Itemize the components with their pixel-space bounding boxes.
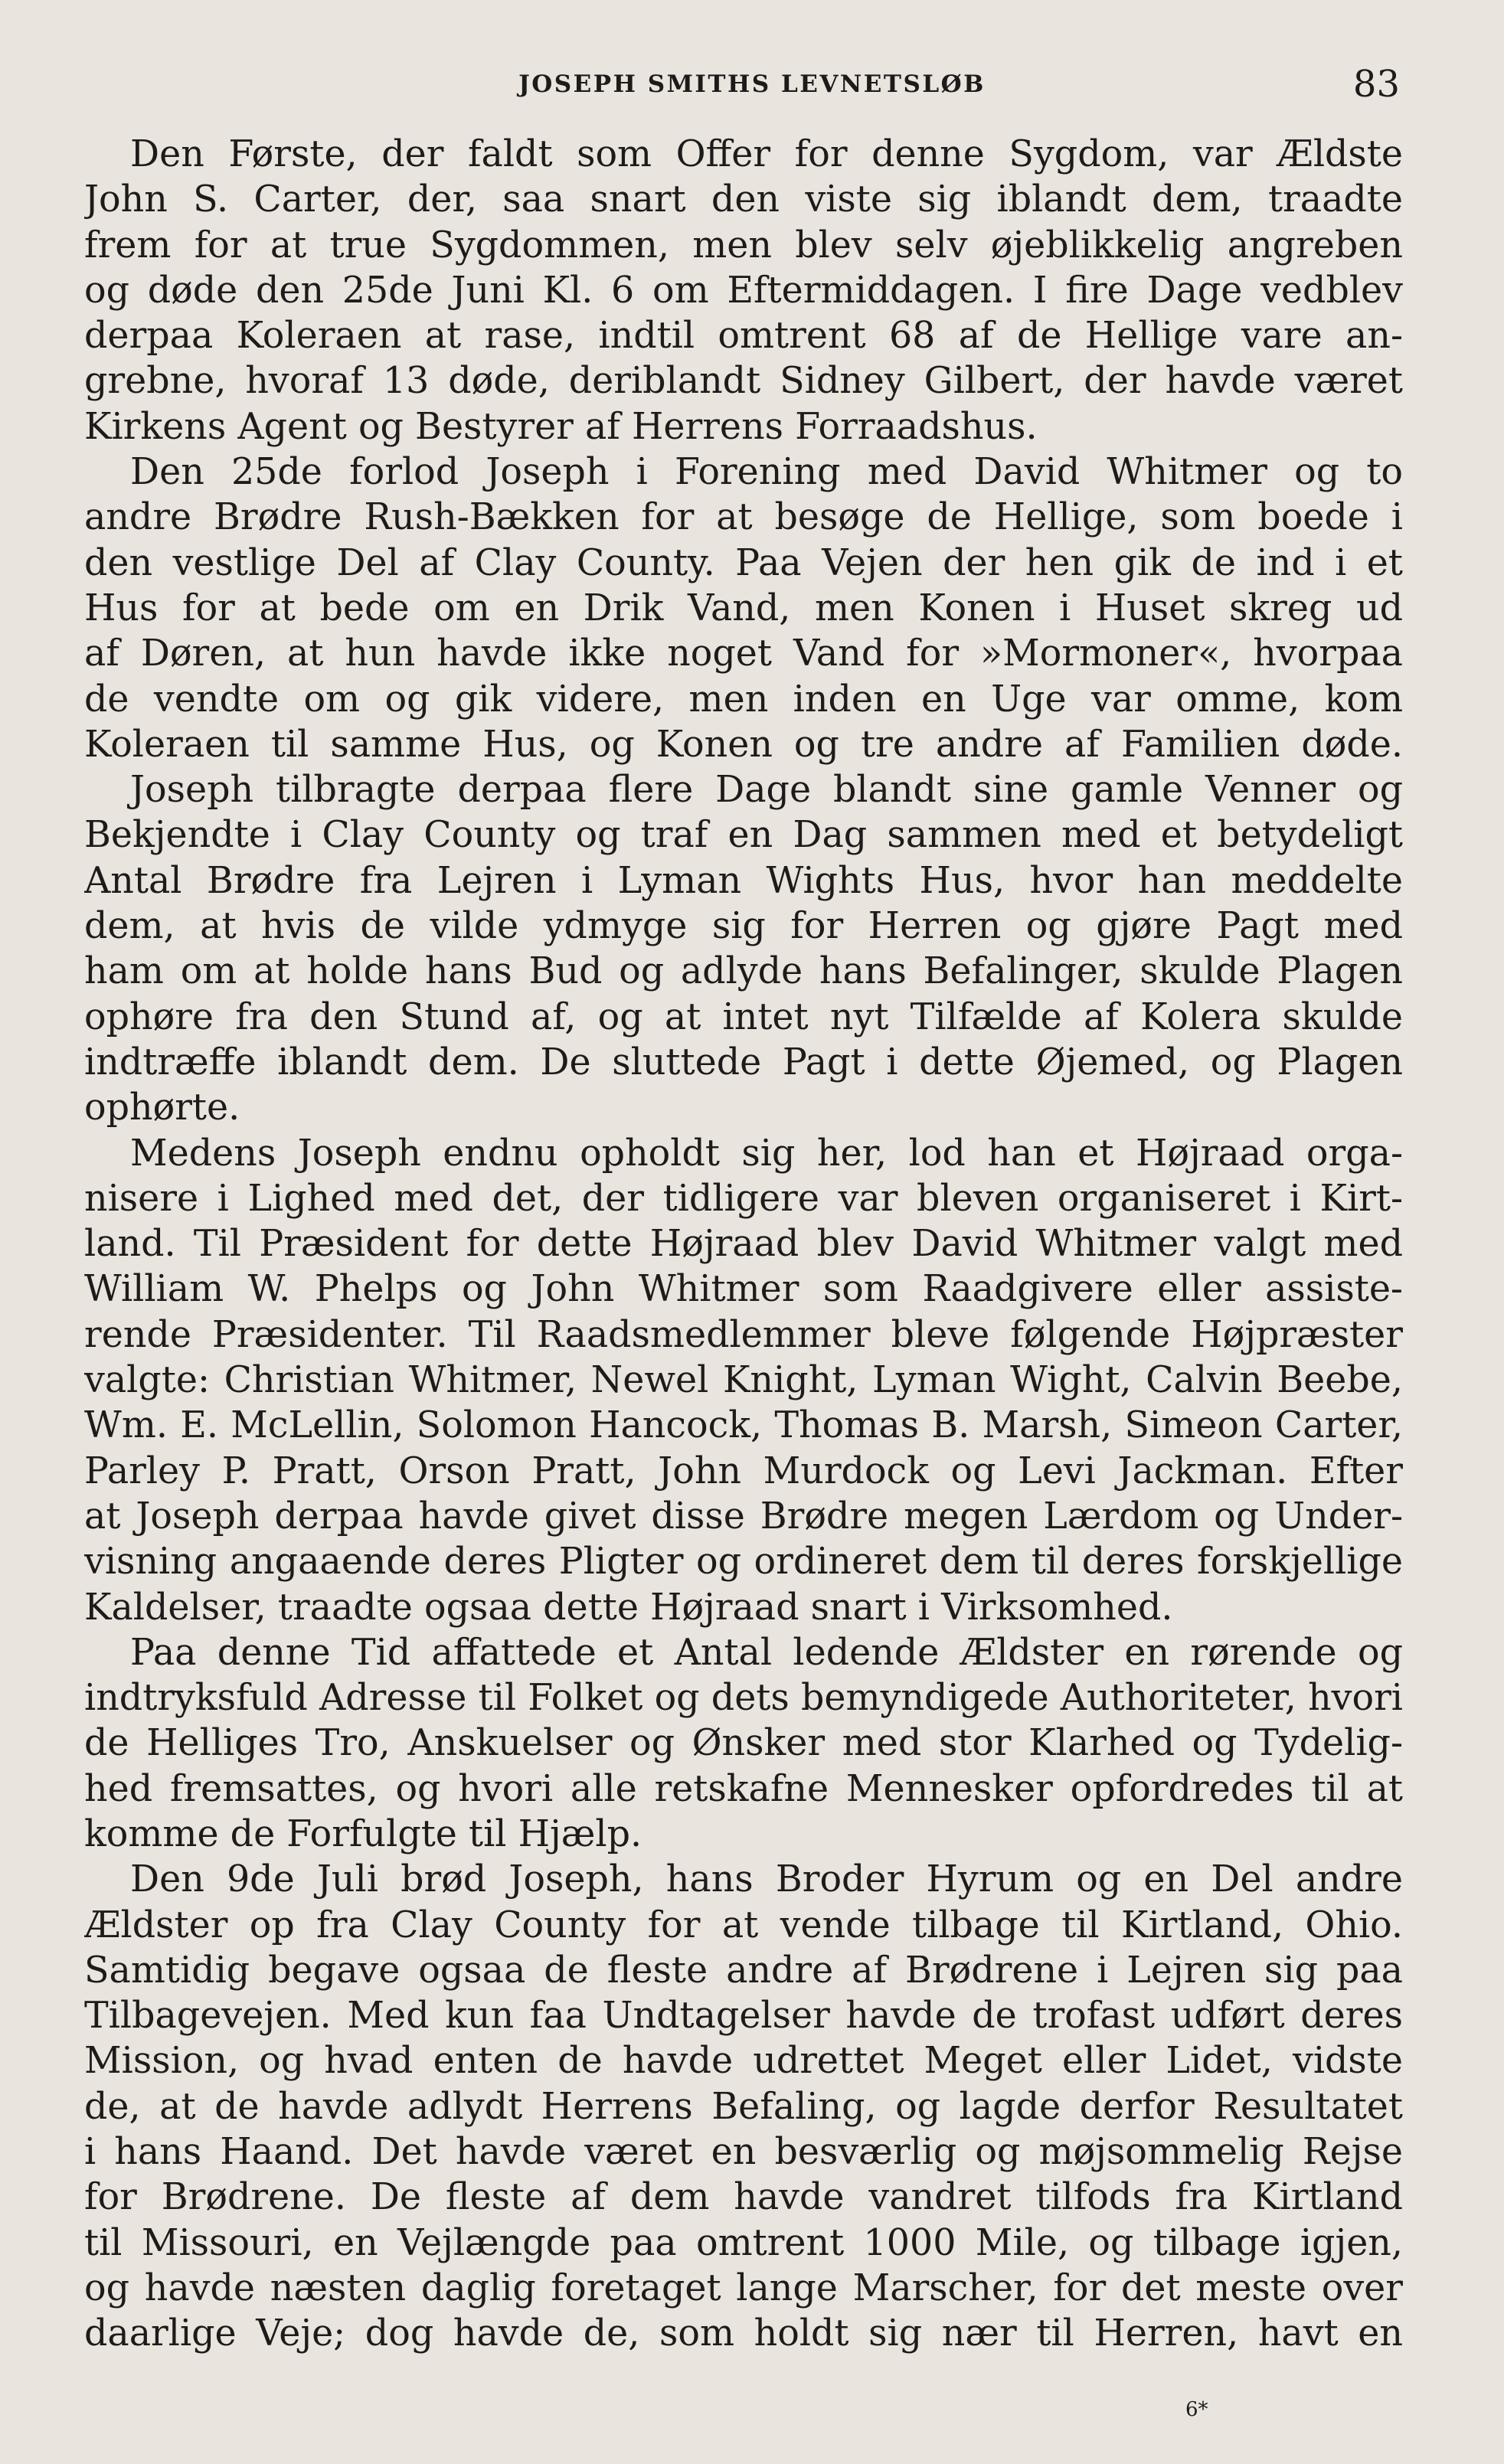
text-line: ophøre fra den Stund af, og at intet nyt Tilfælde af Kolera skulde [84, 995, 1403, 1038]
text-line: Den 9de Juli brød Joseph, hans Broder Hyrum og en Del andre [130, 1858, 1403, 1901]
text-line: Kirkens Agent og Bestyrer af Herrens Forraadshus. [84, 405, 1038, 448]
text-line: for Brødrene. De fleste af dem havde vandret tilfods fra Kirtland [84, 2176, 1403, 2219]
text-line: de vendte om og gik videre, men inden en Uge var omme, kom [84, 678, 1403, 721]
text-line: land. Til Præsident for dette Højraad blev David Whitmer valgt med [84, 1223, 1403, 1266]
text-line: Tilbagevejen. Med kun faa Undtagelser havde de trofast udført deres [84, 1995, 1403, 2038]
text-line: visning angaaende deres Pligter og ordineret dem til deres forskjellige [84, 1541, 1403, 1583]
text-line: Samtidig begave ogsaa de fleste andre af Brødrene i Lejren sig paa [84, 1949, 1403, 1992]
text-line: Parley P. Pratt, Orson Pratt, John Murdock og Levi Jackman. Efter [84, 1449, 1403, 1492]
text-line: den vestlige Del af Clay County. Paa Vejen der hen gik de ind i et [84, 541, 1403, 584]
text-line: Joseph tilbragte derpaa flere Dage blandt sine gamle Venner og [130, 769, 1403, 812]
text-line: af Døren, at hun havde ikke noget Vand for »Mormoner«, hvorpaa [84, 632, 1403, 675]
text-line: Koleraen til samme Hus, og Konen og tre andre af Familien døde. [84, 723, 1403, 766]
text-line: Bekjendte i Clay County og traf en Dag sammen med et betydeligt [84, 814, 1403, 857]
text-line: daarlige Veje; dog havde de, som holdt sig nær til Herren, havt en [84, 2312, 1403, 2355]
text-line: og havde næsten daglig foretaget lange Marscher, for det meste over [84, 2266, 1403, 2309]
text-line: ophørte. [84, 1087, 240, 1129]
text-line: William W. Phelps og John Whitmer som Raadgivere eller assiste- [84, 1268, 1403, 1311]
text-line: og døde den 25de Juni Kl. 6 om Eftermiddagen. I fire Dage vedblev [84, 269, 1403, 312]
text-line: John S. Carter, der, saa snart den viste sig iblandt dem, traadte [84, 178, 1403, 221]
text-line: Mission, og hvad enten de havde udrettet Meget eller Lidet, vidste [84, 2040, 1403, 2083]
text-line: derpaa Koleraen at rase, indtil omtrent 68 af de Hellige vare an- [84, 315, 1403, 358]
text-line: at Joseph derpaa havde givet disse Brødre megen Lærdom og Under- [84, 1495, 1403, 1538]
text-line: indtryksfuld Adresse til Folket og dets bemyndigede Authoriteter, hvori [84, 1677, 1403, 1720]
text-line: Ældster op fra Clay County for at vende tilbage til Kirtland, Ohio. [84, 1904, 1403, 1946]
text-line: hed fremsattes, og hvori alle retskafne Mennesker opfordredes til at [84, 1767, 1403, 1810]
text-line: de Helliges Tro, Anskuelser og Ønsker med stor Klarhed og Tydelig- [84, 1722, 1403, 1765]
text-line: Den 25de forlod Joseph i Forening med David Whitmer og to [130, 451, 1403, 494]
text-line: grebne, hvoraf 13 døde, deriblandt Sidney Gilbert, der havde været [84, 360, 1403, 403]
running-title: JOSEPH SMITHS LEVNETSLØB [518, 70, 986, 98]
text-line: Hus for at bede om en Drik Vand, men Konen i Huset skreg ud [84, 587, 1403, 629]
text-line: Antal Brødre fra Lejren i Lyman Wights Hus, hvor han meddelte [84, 859, 1403, 902]
text-line: Kaldelser, traadte ogsaa dette Højraad snart i Virksomhed. [84, 1586, 1173, 1629]
text-line: frem for at true Sygdommen, men blev selv øjeblikkelig angreben [84, 224, 1403, 266]
text-line: rende Præsidenter. Til Raadsmedlemmer bleve følgende Højpræster [84, 1313, 1403, 1356]
body-text [84, 132, 1403, 2357]
text-line: andre Brødre Rush-Bækken for at besøge de Hellige, som boede i [84, 496, 1403, 539]
text-line: i hans Haand. Det havde været en besværlig og møjsommelig Rejse [84, 2131, 1403, 2174]
text-line: Den Første, der faldt som Offer for denne Sygdom, var Ældste [130, 133, 1403, 175]
text-line: komme de Forfulgte til Hjælp. [84, 1812, 642, 1855]
text-line: de, at de havde adlydt Herrens Befaling, og lagde derfor Resultatet [84, 2085, 1403, 2128]
text-line: Medens Joseph endnu opholdt sig her, lod han et Højraad orga- [130, 1132, 1403, 1175]
text-line: Wm. E. McLellin, Solomon Hancock, Thomas B. Marsh, Simeon Carter, [84, 1404, 1403, 1447]
page-number: 83 [1352, 63, 1400, 106]
text-line: dem, at hvis de vilde ydmyge sig for Herren og gjøre Pagt med [84, 905, 1403, 948]
text-line: nisere i Lighed med det, der tidligere var bleven organiseret i Kirt- [84, 1177, 1403, 1220]
signature-mark: 6* [1185, 2398, 1208, 2421]
text-line: til Missouri, en Vejlængde paa omtrent 1000 Mile, og tilbage igjen, [84, 2221, 1403, 2264]
text-line: valgte: Christian Whitmer, Newel Knight, Lyman Wight, Calvin Beebe, [84, 1359, 1403, 1402]
text-line: ham om at holde hans Bud og adlyde hans Befalinger, skulde Plagen [84, 950, 1403, 993]
text-line: Paa denne Tid affattede et Antal ledende Ældster en rørende og [130, 1631, 1403, 1674]
text-line: indtræffe iblandt dem. De sluttede Pagt i dette Øjemed, og Plagen [84, 1041, 1403, 1083]
